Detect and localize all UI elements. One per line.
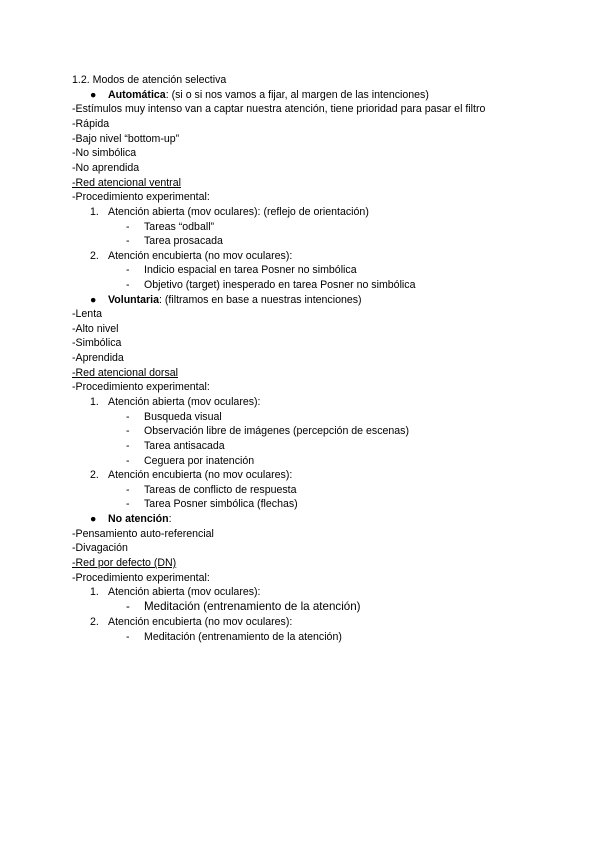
sub-item: [126, 454, 254, 468]
item-number: 2.: [90, 250, 99, 262]
item-number: 2.: [90, 469, 99, 481]
dash-marker: -: [126, 484, 130, 496]
trait-line: -Rápida: [72, 118, 110, 130]
trait-line: -Alto nivel: [72, 323, 119, 335]
item-number: 2.: [90, 616, 99, 628]
dash-marker: -: [126, 235, 130, 247]
item-number: 1.: [90, 396, 99, 408]
trait-line: -Estímulos muy intenso van a captar nuestra atención, tiene prioridad para pasar el filtro: [72, 103, 486, 115]
bullet-automatica: [90, 88, 429, 102]
sub-item: [126, 263, 357, 277]
item-text: Atención encubierta (no mov oculares):: [108, 250, 293, 262]
item-text: Atención encubierta (no mov oculares):: [108, 616, 293, 628]
item-text: Atención abierta (mov oculares):: [108, 586, 261, 598]
sub-item-text: Meditación (entrenamiento de la atención): [144, 631, 342, 643]
heading-no-atencion-desc: :: [168, 513, 172, 525]
trait-line: -Divagación: [72, 542, 128, 554]
item-number: 1.: [90, 206, 99, 218]
network-default: -Red por defecto (DN): [72, 557, 177, 569]
item-text: Atención encubierta (no mov oculares):: [108, 469, 293, 481]
bullet-voluntaria: [90, 293, 362, 307]
sub-item: [126, 410, 222, 424]
network-dorsal: -Red atencional dorsal: [72, 367, 178, 379]
sub-item-text: Tarea prosacada: [144, 235, 223, 247]
bullet-icon: ●: [90, 513, 97, 525]
sub-item-text: Observación libre de imágenes (percepción de escenas): [144, 425, 409, 437]
trait-line: -Aprendida: [72, 352, 124, 364]
heading-no-atencion: No atención: [108, 513, 169, 525]
sub-item: [126, 220, 214, 234]
dash-marker: -: [126, 279, 130, 291]
trait-line: -Bajo nivel “bottom-up”: [72, 133, 180, 145]
item-number: 1.: [90, 586, 99, 598]
procedure-label: -Procedimiento experimental:: [72, 191, 210, 203]
sub-item: [126, 278, 415, 292]
network-ventral: -Red atencional ventral: [72, 177, 181, 189]
sub-item: [126, 600, 361, 614]
bullet-icon: ●: [90, 89, 97, 101]
numbered-item: [90, 249, 292, 263]
sub-item-text: Tareas de conflicto de respuesta: [144, 484, 297, 496]
numbered-item: [90, 468, 292, 482]
sub-item-text: Tarea antisacada: [144, 440, 225, 452]
dash-marker: -: [126, 631, 130, 643]
sub-item-text: Objetivo (target) inesperado en tarea Posner no simbólica: [144, 279, 416, 291]
numbered-item: [90, 395, 261, 409]
heading-voluntaria: Voluntaria: [108, 294, 160, 306]
dash-marker: -: [126, 264, 130, 276]
sub-item: [126, 630, 342, 644]
dash-marker: -: [126, 221, 130, 233]
procedure-label: -Procedimiento experimental:: [72, 381, 210, 393]
dash-marker: -: [126, 600, 130, 613]
heading-automatica-desc: : (si o si nos vamos a fijar, al margen de las intenciones): [165, 89, 429, 101]
sub-item: [126, 497, 298, 511]
sub-item: [126, 439, 225, 453]
trait-line: -Lenta: [72, 308, 103, 320]
numbered-item: [90, 205, 369, 219]
dash-marker: -: [126, 440, 130, 452]
numbered-item: [90, 585, 261, 599]
trait-line: -No aprendida: [72, 162, 140, 174]
sub-item: [126, 424, 409, 438]
sub-item-text: Indicio espacial en tarea Posner no simbólica: [144, 264, 357, 276]
sub-item-text: Busqueda visual: [144, 411, 222, 423]
sub-item-text: Meditación (entrenamiento de la atención): [144, 600, 361, 613]
sub-item: [126, 483, 297, 497]
item-text: Atención abierta (mov oculares):: [108, 396, 261, 408]
dash-marker: -: [126, 498, 130, 510]
dash-marker: -: [126, 425, 130, 437]
trait-line: -No simbólica: [72, 147, 137, 159]
bullet-no-atencion: [90, 512, 172, 526]
trait-line: -Simbólica: [72, 337, 122, 349]
heading-voluntaria-desc: : (filtramos en base a nuestras intenciones): [159, 294, 362, 306]
trait-line: -Pensamiento auto-referencial: [72, 528, 214, 540]
numbered-item: [90, 615, 292, 629]
dash-marker: -: [126, 455, 130, 467]
sub-item-text: Tareas “odball”: [144, 221, 215, 233]
dash-marker: -: [126, 411, 130, 423]
item-text: Atención abierta (mov oculares): (reflejo de orientación): [108, 206, 369, 218]
sub-item-text: Tarea Posner simbólica (flechas): [144, 498, 298, 510]
procedure-label: -Procedimiento experimental:: [72, 572, 210, 584]
sub-item-text: Ceguera por inatención: [144, 455, 255, 467]
bullet-icon: ●: [90, 294, 97, 306]
section-title: 1.2. Modos de atención selectiva: [72, 74, 227, 86]
heading-automatica: Automática: [108, 89, 166, 101]
sub-item: [126, 234, 223, 248]
